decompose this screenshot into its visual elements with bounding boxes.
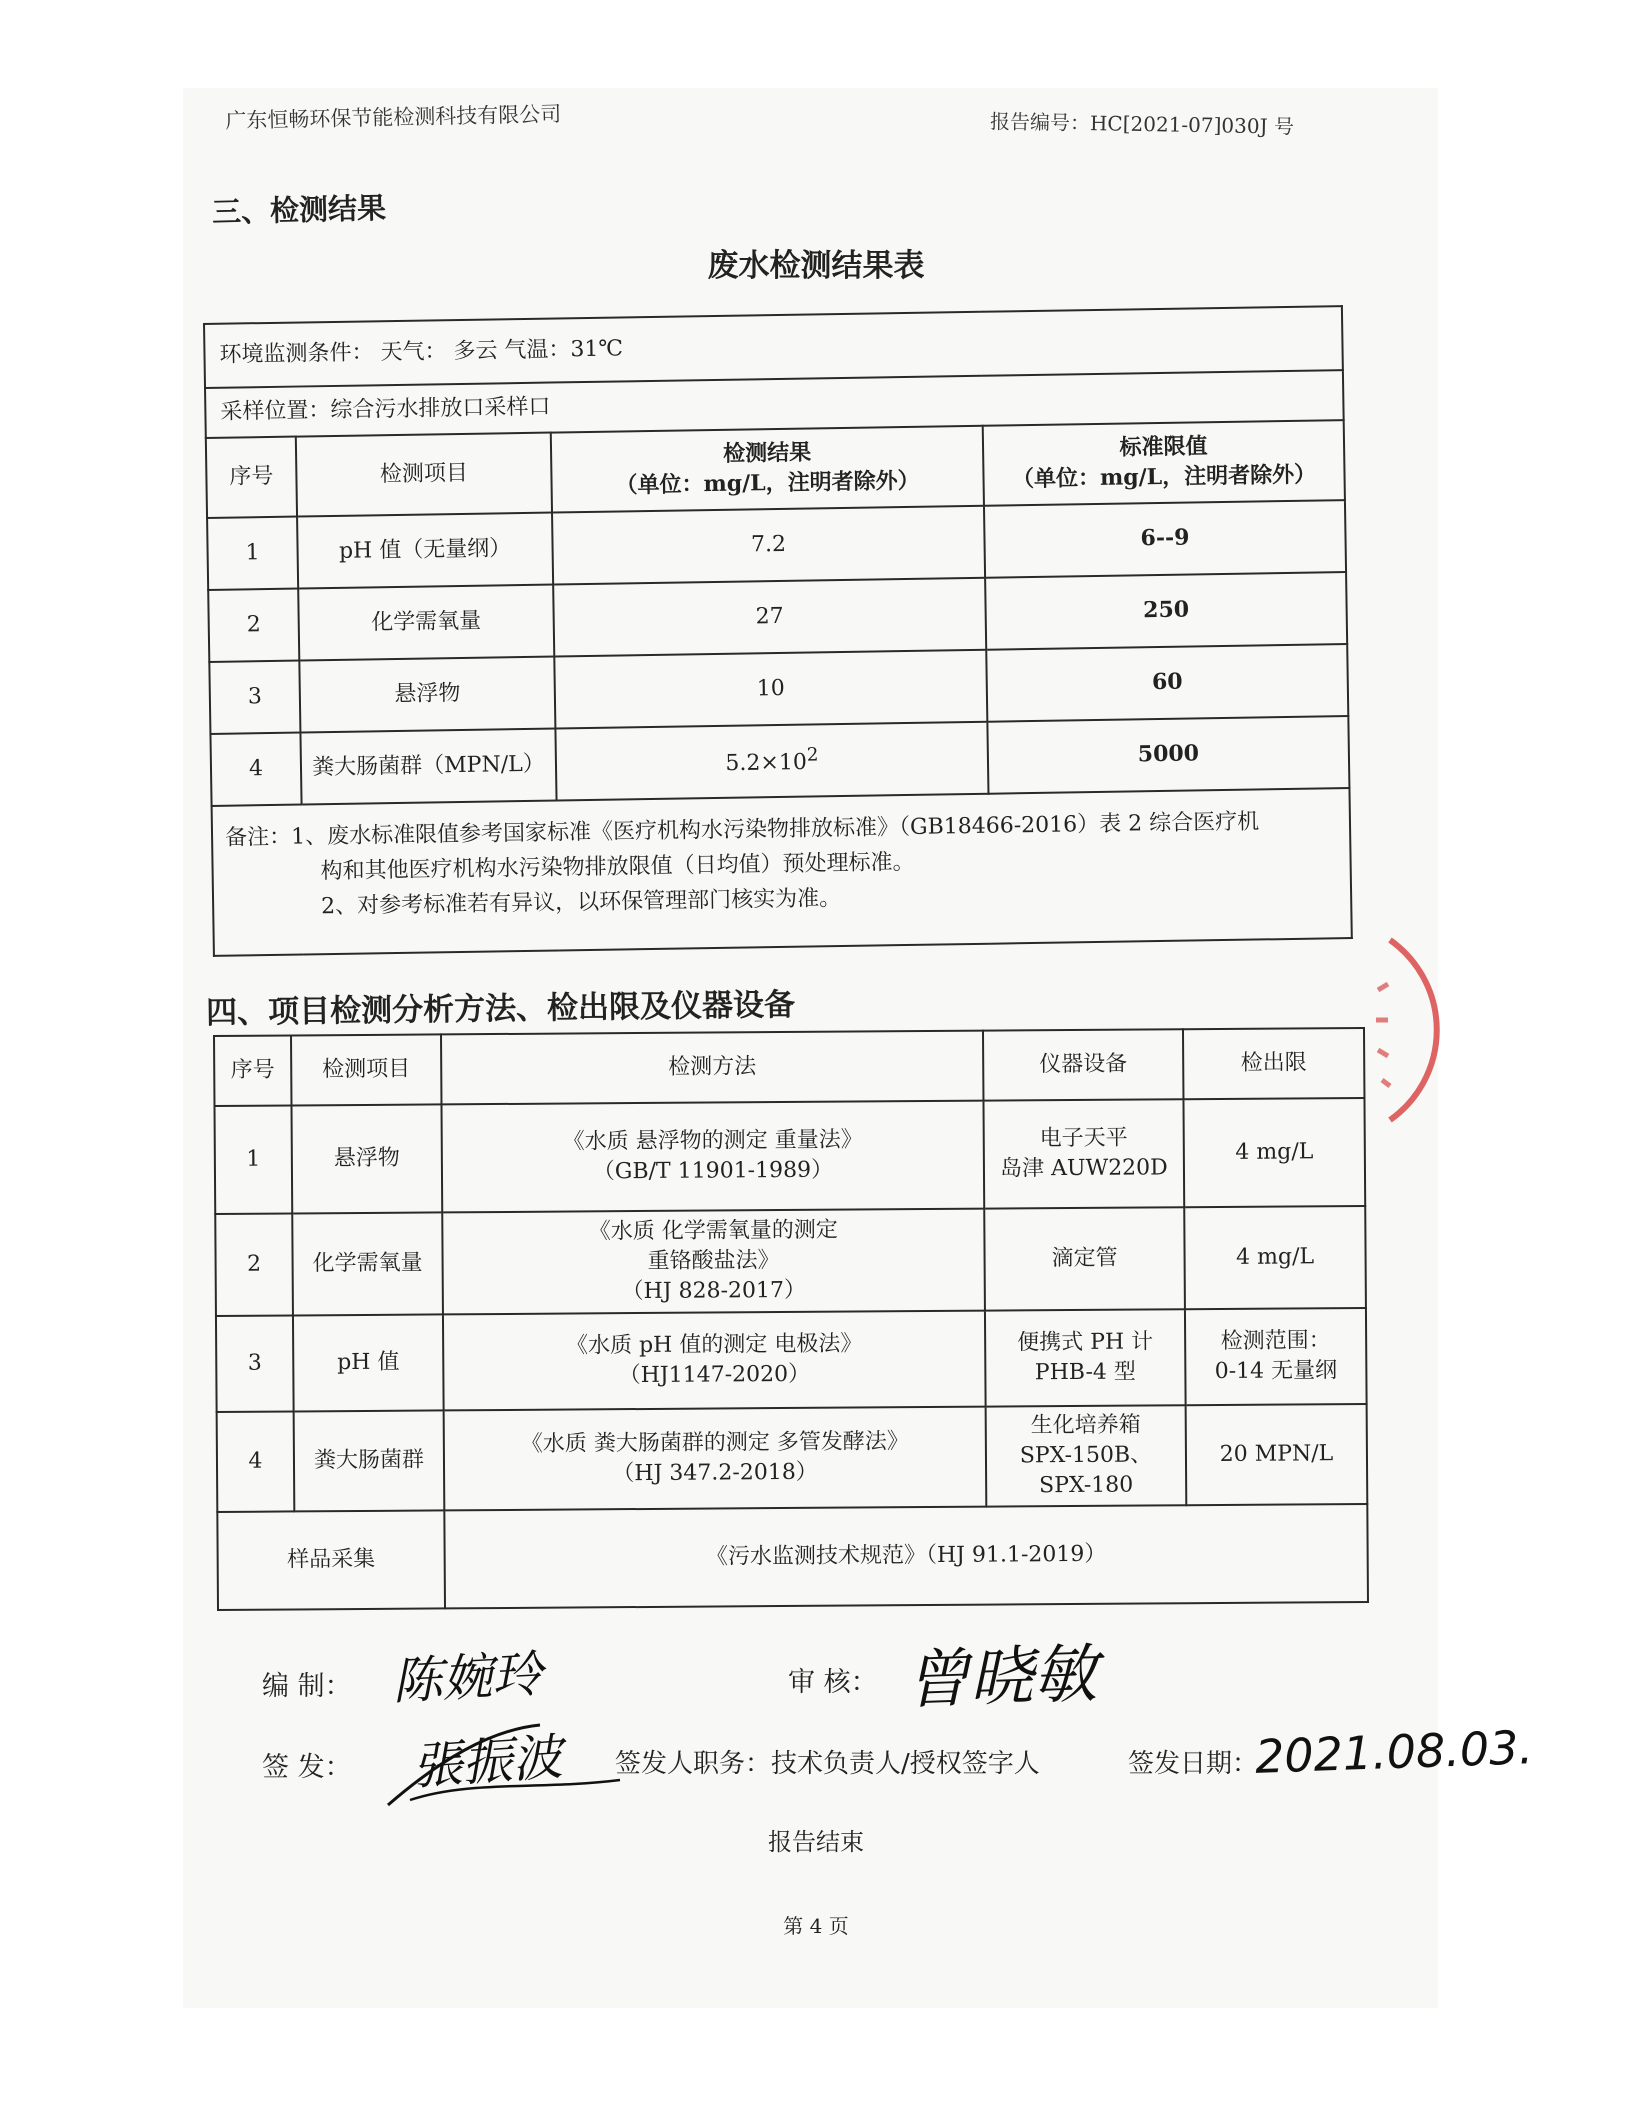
- row-item: 粪大肠菌群: [294, 1410, 445, 1511]
- sampling-method: 《污水监测技术规范》（HJ 91.1-2019）: [444, 1504, 1368, 1608]
- report-end: 报告结束: [768, 1828, 864, 1856]
- result-base: 5.2×10: [725, 749, 808, 777]
- row-seq: 1: [214, 1105, 292, 1214]
- row-limit: 20 MPN/L: [1186, 1404, 1368, 1505]
- row-seq: 1: [207, 517, 298, 590]
- row-item: 悬浮物: [291, 1104, 442, 1213]
- table-row: [215, 1206, 1366, 1316]
- notes-label: 备注：: [224, 824, 292, 851]
- method-line: 《水质 粪大肠菌群的测定 多管发酵法》: [520, 1429, 909, 1458]
- env-conditions: 环境监测条件： 天气： 多云 气温：31℃: [204, 306, 1343, 388]
- header-method: 检测方法: [441, 1031, 983, 1105]
- results-table: [203, 305, 1353, 957]
- row-instrument: [986, 1405, 1187, 1506]
- page-number: 第 4 页: [783, 1914, 849, 1938]
- row-seq: 2: [208, 589, 299, 662]
- row-limit: 4 mg/L: [1184, 1206, 1366, 1309]
- limit-line: 检测范围：: [1220, 1328, 1331, 1355]
- method-line: 重铬酸盐法》: [647, 1248, 780, 1275]
- row-limit: 250: [985, 572, 1347, 650]
- result-exponent: 2: [806, 744, 819, 766]
- row-seq: 2: [215, 1213, 293, 1316]
- header-item: 检测项目: [291, 1034, 441, 1105]
- instrument-line: 生化培养箱: [1030, 1413, 1141, 1439]
- company-name: 广东恒畅环保节能检测科技有限公司: [225, 101, 562, 133]
- header-seq: 序号: [214, 1035, 291, 1106]
- issuer-label: 签 发：: [262, 1752, 352, 1783]
- table-title: 废水检测结果表: [707, 248, 925, 284]
- method-line: （HJ1147-2020）: [618, 1361, 811, 1389]
- instrument-line: PHB-4 型: [1034, 1359, 1136, 1386]
- seal-stamp-icon: [1370, 930, 1440, 1130]
- issuer-signature: 張振波: [410, 1727, 565, 1797]
- method-line: （GB/T 11901-1989）: [592, 1157, 834, 1185]
- notes-cell: [212, 788, 1352, 956]
- header-limit-label: 标准限值: [1119, 433, 1208, 461]
- header-limit-unit: （单位：mg/L，注明者除外）: [1011, 461, 1317, 493]
- row-limit: [1185, 1308, 1367, 1405]
- row-item: pH 值（无量纲）: [297, 513, 553, 589]
- issue-date: 2021.08.03.: [1254, 1720, 1534, 1784]
- row-seq: 4: [217, 1411, 295, 1512]
- row-item: 化学需氧量: [292, 1212, 443, 1315]
- header-instrument: 仪器设备: [983, 1029, 1183, 1100]
- row-limit: 4 mg/L: [1183, 1098, 1365, 1207]
- header-result: [551, 426, 984, 513]
- method-line: 《水质 悬浮物的测定 重量法》: [562, 1127, 863, 1155]
- header-result-label: 检测结果: [722, 439, 812, 468]
- reviewer-label: 审 核：: [788, 1667, 878, 1698]
- reviewer-signature: 曾晓敏: [903, 1637, 1099, 1719]
- row-instrument: 滴定管: [984, 1207, 1185, 1310]
- instrument-line: 便携式 PH 计: [1017, 1329, 1154, 1356]
- table-row: [217, 1404, 1368, 1512]
- row-instrument: [985, 1309, 1186, 1406]
- row-limit: 60: [986, 644, 1348, 722]
- issuer-signature-stroke-icon: [380, 1720, 630, 1815]
- compiler-label: 编 制：: [262, 1671, 352, 1702]
- date-label: 签发日期：: [1128, 1749, 1259, 1779]
- instrument-line: 岛津 AUW220D: [1000, 1155, 1168, 1182]
- issuer-position: 签发人职务：技术负责人/授权签字人: [615, 1749, 1040, 1779]
- row-item: pH 值: [293, 1314, 444, 1411]
- sampling-location: 采样位置：综合污水排放口采样口: [205, 370, 1344, 438]
- limit-line: 0-14 无量纲: [1214, 1358, 1338, 1385]
- row-result: 10: [554, 650, 987, 729]
- method-line: （HJ 828-2017）: [621, 1277, 807, 1304]
- method-line: 《水质 化学需氧量的测定: [588, 1218, 838, 1245]
- row-item: 粪大肠菌群（MPN/L）: [300, 729, 556, 805]
- section-4-title: 四、项目检测分析方法、检出限及仪器设备: [205, 986, 796, 1032]
- method-line: （HJ 347.2-2018）: [612, 1459, 818, 1487]
- row-result: [555, 722, 988, 801]
- row-method: [444, 1407, 987, 1511]
- header-limit: [983, 420, 1345, 506]
- row-method: [442, 1209, 985, 1315]
- row-seq: 3: [209, 661, 300, 734]
- section-3-title: 三、检测结果: [211, 190, 387, 230]
- row-instrument: [983, 1099, 1184, 1208]
- table-row: [216, 1308, 1367, 1412]
- row-limit: 5000: [987, 716, 1349, 794]
- row-item: 悬浮物: [299, 657, 555, 733]
- row-result: 27: [553, 578, 986, 657]
- compiler-signature: 陈婉玲: [390, 1645, 544, 1711]
- header-item: 检测项目: [296, 433, 552, 517]
- header-seq: 序号: [206, 437, 297, 518]
- row-method: [441, 1101, 984, 1213]
- report-number: 报告编号：HC[2021-07]030J 号: [989, 109, 1295, 139]
- note-1: 备注：1、废水标准限值参考国家标准《医疗机构水污染物排放标准》（GB18466-2016）表 2 综合医疗机: [224, 809, 1260, 851]
- method-line: 《水质 pH 值的测定 电极法》: [565, 1331, 863, 1359]
- row-result: 7.2: [552, 506, 985, 585]
- instrument-line: SPX-180: [1038, 1472, 1134, 1499]
- sampling-row: [217, 1504, 1368, 1610]
- note-1-cont: 构和其他医疗机构水污染物排放限值（日均值）预处理标准。: [320, 850, 915, 885]
- methods-table: [213, 1027, 1369, 1611]
- row-seq: 3: [216, 1315, 294, 1412]
- table-row: [214, 1098, 1365, 1214]
- sampling-label: 样品采集: [217, 1510, 445, 1610]
- header-limit: 检出限: [1183, 1028, 1364, 1099]
- row-item: 化学需氧量: [298, 585, 554, 661]
- instrument-line: SPX-150B、: [1019, 1442, 1153, 1469]
- row-limit: 6--9: [984, 500, 1346, 578]
- row-seq: 4: [210, 733, 301, 806]
- instrument-line: 电子天平: [1039, 1125, 1128, 1152]
- note-2: 2、对参考标准若有异议，以环保管理部门核实为准。: [320, 886, 842, 920]
- row-method: [443, 1311, 986, 1411]
- header-result-unit: （单位：mg/L，注明者除外）: [615, 467, 920, 499]
